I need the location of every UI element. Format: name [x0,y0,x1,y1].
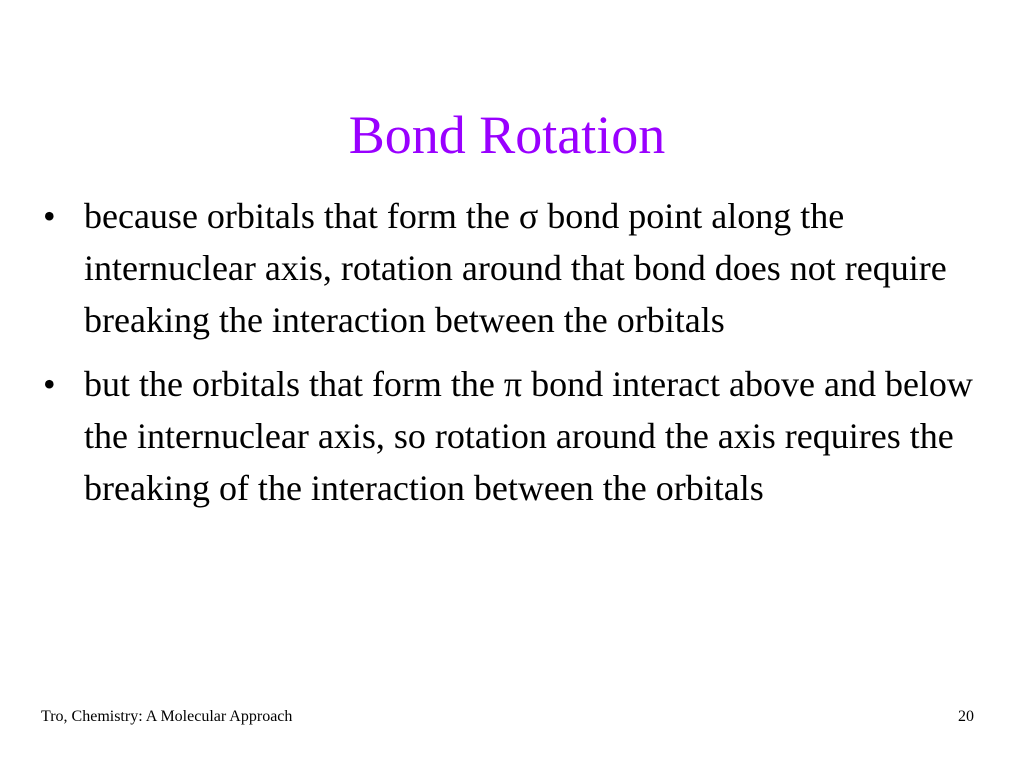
footer-source: Tro, Chemistry: A Molecular Approach [41,708,293,725]
bullet-text: because orbitals that form the σ bond point along the internuclear axis, rotation around that bond does not require breaking the interaction between the orbitals [84,196,947,340]
bullet-icon: • [43,196,56,236]
bullet-icon: • [43,364,56,404]
bullet-item [40,358,990,514]
page-number: 20 [958,708,974,725]
slide-title: Bond Rotation [348,105,666,165]
bullet-text: but the orbitals that form the π bond interact above and below the internuclear axis, so rotation around the axis requires the breaking of the interaction between the orbitals [84,364,973,508]
bullet-list [40,190,990,526]
bullet-item [40,190,990,346]
